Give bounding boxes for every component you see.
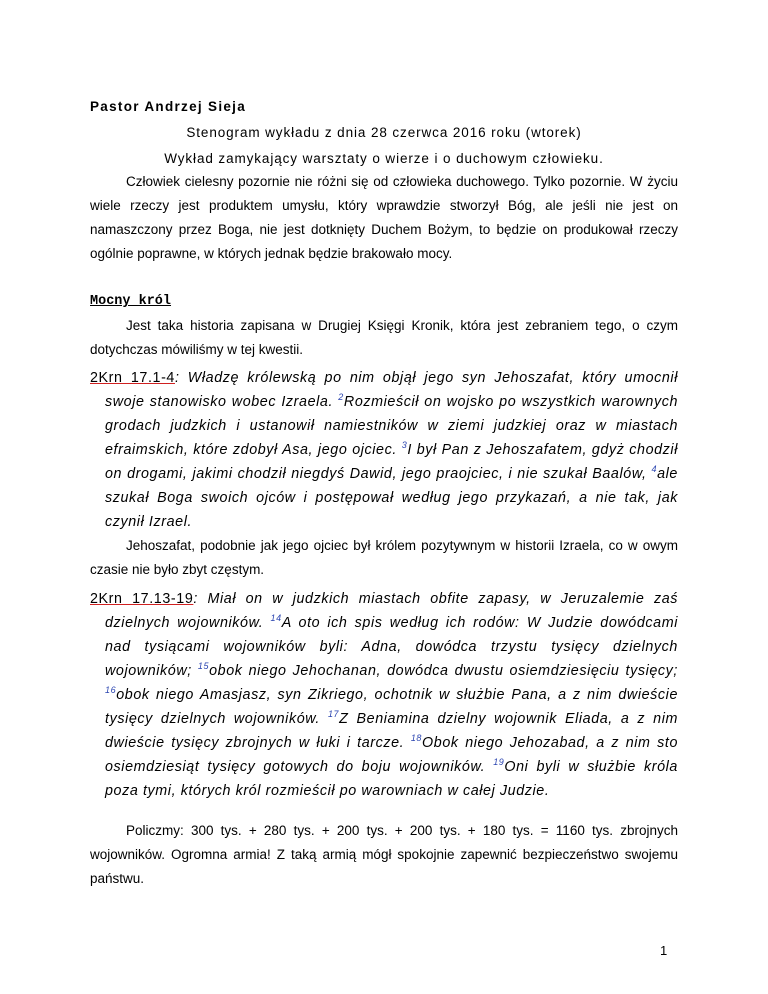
verse-text: A oto ich spis według ich rodów: W Judzie dowódcami nad tysiącami wojowników byli: Adna, dowódca trzystu tysięcy dzielnych wojowników; <box>105 615 678 679</box>
scripture-quote-1 <box>90 366 678 534</box>
verse-text: Obok niego Jehozabad, a z nim sto osiemdziesiąt tysięcy gotowych do boju wojowników. <box>105 735 679 775</box>
section-title: Mocny król <box>90 294 172 309</box>
intro-paragraph: Człowiek cielesny pozornie nie różni się od człowieka duchowego. Tylko pozornie. W życiu wiele rzeczy jest produktem umysłu, który wprawdzie stworzył Bóg, ale jeśli nie jest on namaszczony przez Boga, nie jest dotknięty Duchem Bożym, to będzie on produkował rzeczy ogólnie poprawne, w których jednak będzie brakowało mocy. <box>90 174 678 261</box>
verse-number: 15 <box>197 661 210 672</box>
scripture-quote-2 <box>90 587 678 803</box>
scripture-reference[interactable]: 2Krn 17.1-4 <box>90 370 175 386</box>
section-paragraph: Jest taka historia zapisana w Drugiej Księgi Kronik, która jest zebraniem tego, o czym dotychczas mówiliśmy w tej kwestii. <box>90 318 678 357</box>
verse-text: obok niego Jehochanan, dowódca dwustu osiemdziesięciu tysięcy; <box>209 663 678 679</box>
calculation-paragraph: Policzmy: 300 tys. + 280 tys. + 200 tys. + 200 tys. + 180 tys. = 1160 tys. zbrojnych wojowników. Ogromna armia! Z taką armią mógł spokojnie zapewnić bezpieczeństwo swojemu państwu. <box>90 823 678 886</box>
verse-text: obok niego Amasjasz, syn Zikriego, ochotnik w służbie Pana, a z nim dwieście tysięcy dzielnych wojowników. <box>105 687 678 727</box>
scripture-reference[interactable]: 2Krn 17.13-19 <box>90 591 194 607</box>
verse-text: I był Pan z Jehoszafatem, gdyż chodził on drogami, jakimi chodził niegdyś Dawid, jego praojciec, i nie szukał Baalów, <box>105 442 678 482</box>
verse-text: Rozmieścił on wojsko po wszystkich warownych grodach judzkich i ustanowił namiestników w ziemi judzkiej oraz w miastach efraimskich, które zdobył Asa, jego ojciec. <box>105 394 678 458</box>
verse-number: 14 <box>270 613 282 624</box>
author-name: Pastor Andrzej Sieja <box>90 99 247 114</box>
verse-number: 18 <box>410 733 423 744</box>
page-number: 1 <box>660 943 668 958</box>
lecture-description: Wykład zamykający warsztaty o wierze i o duchowym człowieku. <box>164 151 604 166</box>
commentary-paragraph: Jehoszafat, podobnie jak jego ojciec był królem pozytywnym w historii Izraela, co w owym czasie nie było zbyt częstym. <box>90 538 678 577</box>
verse-number: 2 <box>338 392 344 403</box>
verse-number: 3 <box>401 440 408 451</box>
lecture-subtitle: Stenogram wykładu z dnia 28 czerwca 2016 roku (wtorek) <box>186 125 582 140</box>
verse-number: 4 <box>651 464 658 475</box>
verse-number: 19 <box>493 757 505 768</box>
verse-number: 16 <box>105 685 117 696</box>
verse-text: Oni byli w służbie króla poza tymi, których król rozmieścił po warowniach w całej Judzie. <box>105 759 678 799</box>
verse-number: 17 <box>327 709 340 720</box>
verse-text: : Miał on w judzkich miastach obfite zapasy, w Jeruzalemie zaś dzielnych wojowników. <box>105 591 678 631</box>
verse-text: : Władzę królewską po nim objął jego syn Jehoszafat, który umocnił swoje stanowisko wobec Izraela. <box>105 370 678 410</box>
verse-text: Z Beniamina dzielny wojownik Eliada, a z nim dwieście tysięcy zbrojnych w łuki i tarcze. <box>105 711 678 751</box>
verse-text: ale szukał Boga swoich ojców i postępował według jego przykazań, a nie tak, jak czynił Izrael. <box>105 466 678 530</box>
